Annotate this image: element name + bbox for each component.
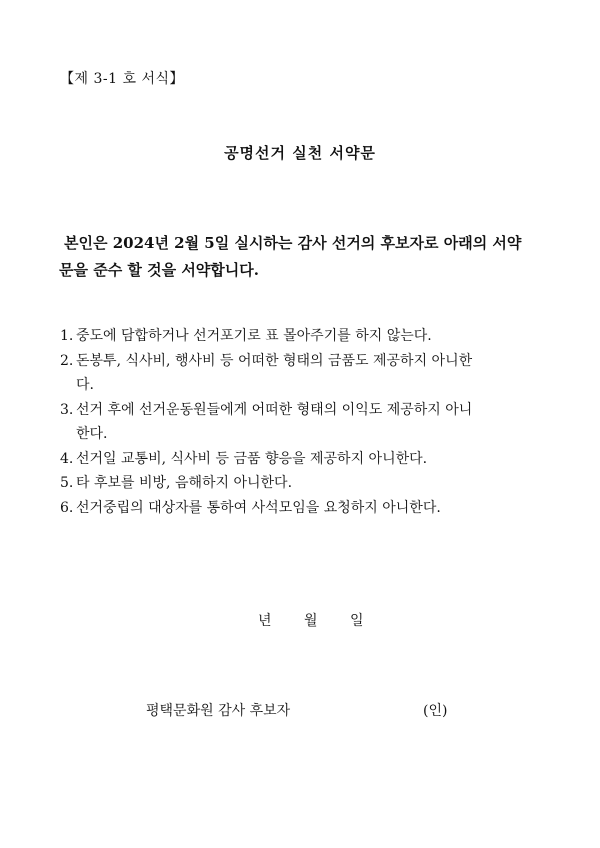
item-text: 타 후보를 비방, 음해하지 아니한다. — [76, 475, 293, 491]
pledge-items-list — [60, 324, 550, 520]
list-item — [60, 349, 550, 398]
document-title: 공명선거 실천 서약문 — [224, 144, 376, 162]
item-number: 5. — [60, 475, 74, 491]
item-text: 중도에 담합하거나 선거포기로 표 몰아주기를 하지 않는다. — [76, 328, 432, 344]
item-text-continued: 다. — [76, 377, 94, 393]
pledge-statement — [59, 230, 545, 284]
item-text-continued: 한다. — [76, 426, 108, 442]
pledge-line-2: 문을 준수 할 것을 서약합니다. — [59, 261, 259, 279]
item-text: 선거 후에 선거운동원들에게 어떠한 형태의 이익도 제공하지 아니 — [76, 401, 473, 418]
date-month-label: 월 — [304, 613, 318, 629]
date-year-label: 년 — [258, 613, 272, 629]
pledge-line-1: 본인은 2024년 2월 5일 실시하는 감사 선거의 후보자로 아래의 서약 — [64, 234, 522, 252]
item-number: 6. — [60, 499, 74, 516]
list-item — [60, 398, 550, 447]
item-number: 2. — [60, 352, 74, 369]
form-number-label: 【제 3-1 호 서식】 — [60, 71, 184, 87]
seal-mark: (인) — [423, 703, 448, 719]
list-item — [60, 447, 550, 472]
signature-label: 평택문화원 감사 후보자 — [146, 703, 291, 719]
list-item — [60, 471, 550, 496]
list-item — [60, 496, 550, 521]
date-day-label: 일 — [350, 613, 364, 629]
item-number: 3. — [60, 401, 74, 418]
item-text: 선거일 교통비, 식사비 등 금품 향응을 제공하지 아니한다. — [76, 450, 428, 467]
item-number: 4. — [60, 450, 74, 467]
date-line — [258, 610, 364, 630]
list-item — [60, 324, 550, 349]
item-text: 선거중립의 대상자를 통하여 사석모임을 요청하지 아니한다. — [76, 499, 441, 516]
item-text: 돈봉투, 식사비, 행사비 등 어떠한 형태의 금품도 제공하지 아니한 — [76, 352, 473, 369]
item-number: 1. — [60, 328, 74, 344]
